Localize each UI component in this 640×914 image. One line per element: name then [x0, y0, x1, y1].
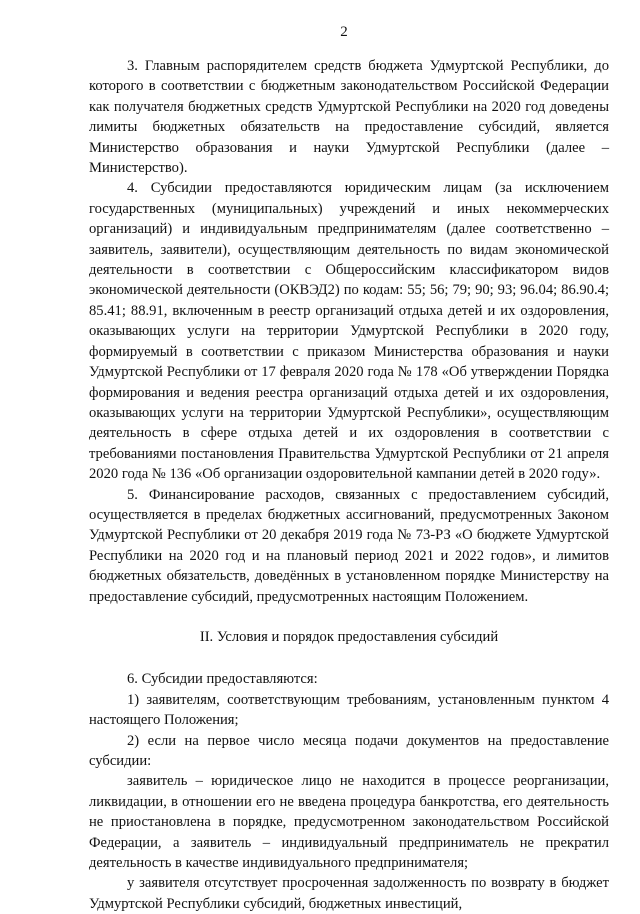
- document-page: [89, 22, 609, 914]
- paragraph-5: 5. Финансирование расходов, связанных с предоставлением субсидий, осуществляется в пределах бюджетных ассигнований, предусмотренных Законом Удмуртской Республики от 20 декабря 2019 года № 73-РЗ «О бюджете Удмуртской Республики на 2020 год и на плановый период 2021 и 2022 годов», и лимитов бюджетных обязательств, доведённых в установленном порядке Министерству на предоставление субсидий, предусмотренных настоящим Положением.: [89, 486, 609, 605]
- paragraph-4: 4. Субсидии предоставляются юридическим лицам (за исключением государственных (муниципальных) учреждений и иных некоммерческих организаций) и индивидуальным предпринимателям (далее соответственно – заявитель, заявители), осуществляющим деятельность по видам экономической деятельности в соответствии с Общероссийским классификатором видов экономической деятельности (ОКВЭД2) по кодам: 55; 56; 79; 90; 93; 96.04; 86.90.4; 85.41; 88.91, включенным в реестр организаций отдыха детей и их оздоровления, оказывающих услуги на территории Удмуртской Республики в 2020 году, формируемый в соответствии с приказом Министерства образования и науки Удмуртской Республики от 17 февраля 2020 года № 178 «Об утверждении Порядка формирования и ведения реестра организаций отдыха детей и их оздоровления, оказывающих услуги на территории Удмуртской Республики», осуществляющим деятельность в сфере отдыха детей и их оздоровления в соответствии с требованиями постановления Правительства Удмуртской Республики от 21 апреля 2020 года № 136 «Об организации оздоровительной кампании детей в 2020 году».: [89, 180, 609, 483]
- paragraph-6-item-2-condition-2: у заявителя отсутствует просроченная задолженность по возврату в бюджет Удмуртской Республики субсидий, бюджетных инвестиций,: [89, 875, 609, 912]
- paragraph-6-item-1: 1) заявителям, соответствующим требованиям, установленным пунктом 4 настоящего Положения;: [89, 691, 609, 729]
- paragraph-6-item-2: 2) если на первое число месяца подачи документов на предоставление субсидии:: [89, 732, 609, 769]
- paragraph-6-item-2-condition-1: заявитель – юридическое лицо не находится в процессе реорганизации, ликвидации, в отношении его не введена процедура банкротства, его деятельность не приостановлена в порядке, предусмотренном законодательством Российской Федерации, а заявитель – индивидуальный предприниматель не прекратил деятельность в качестве индивидуального предпринимателя;: [89, 773, 609, 872]
- section-heading: II. Условия и порядок предоставления субсидий: [199, 628, 499, 645]
- paragraph-6: 6. Субсидии предоставляются:: [127, 671, 318, 688]
- page-number: 2: [340, 24, 348, 40]
- paragraph-3: 3. Главным распорядителем средств бюджета Удмуртской Республики, до которого в соответствии с бюджетным законодательством Российской Федерации как получателя бюджетных средств Удмуртской Республики на 2020 год доведены лимиты бюджетных обязательств на предоставление субсидий, является Министерство образования и науки Удмуртской Республики (далее – Министерство).: [89, 58, 609, 177]
